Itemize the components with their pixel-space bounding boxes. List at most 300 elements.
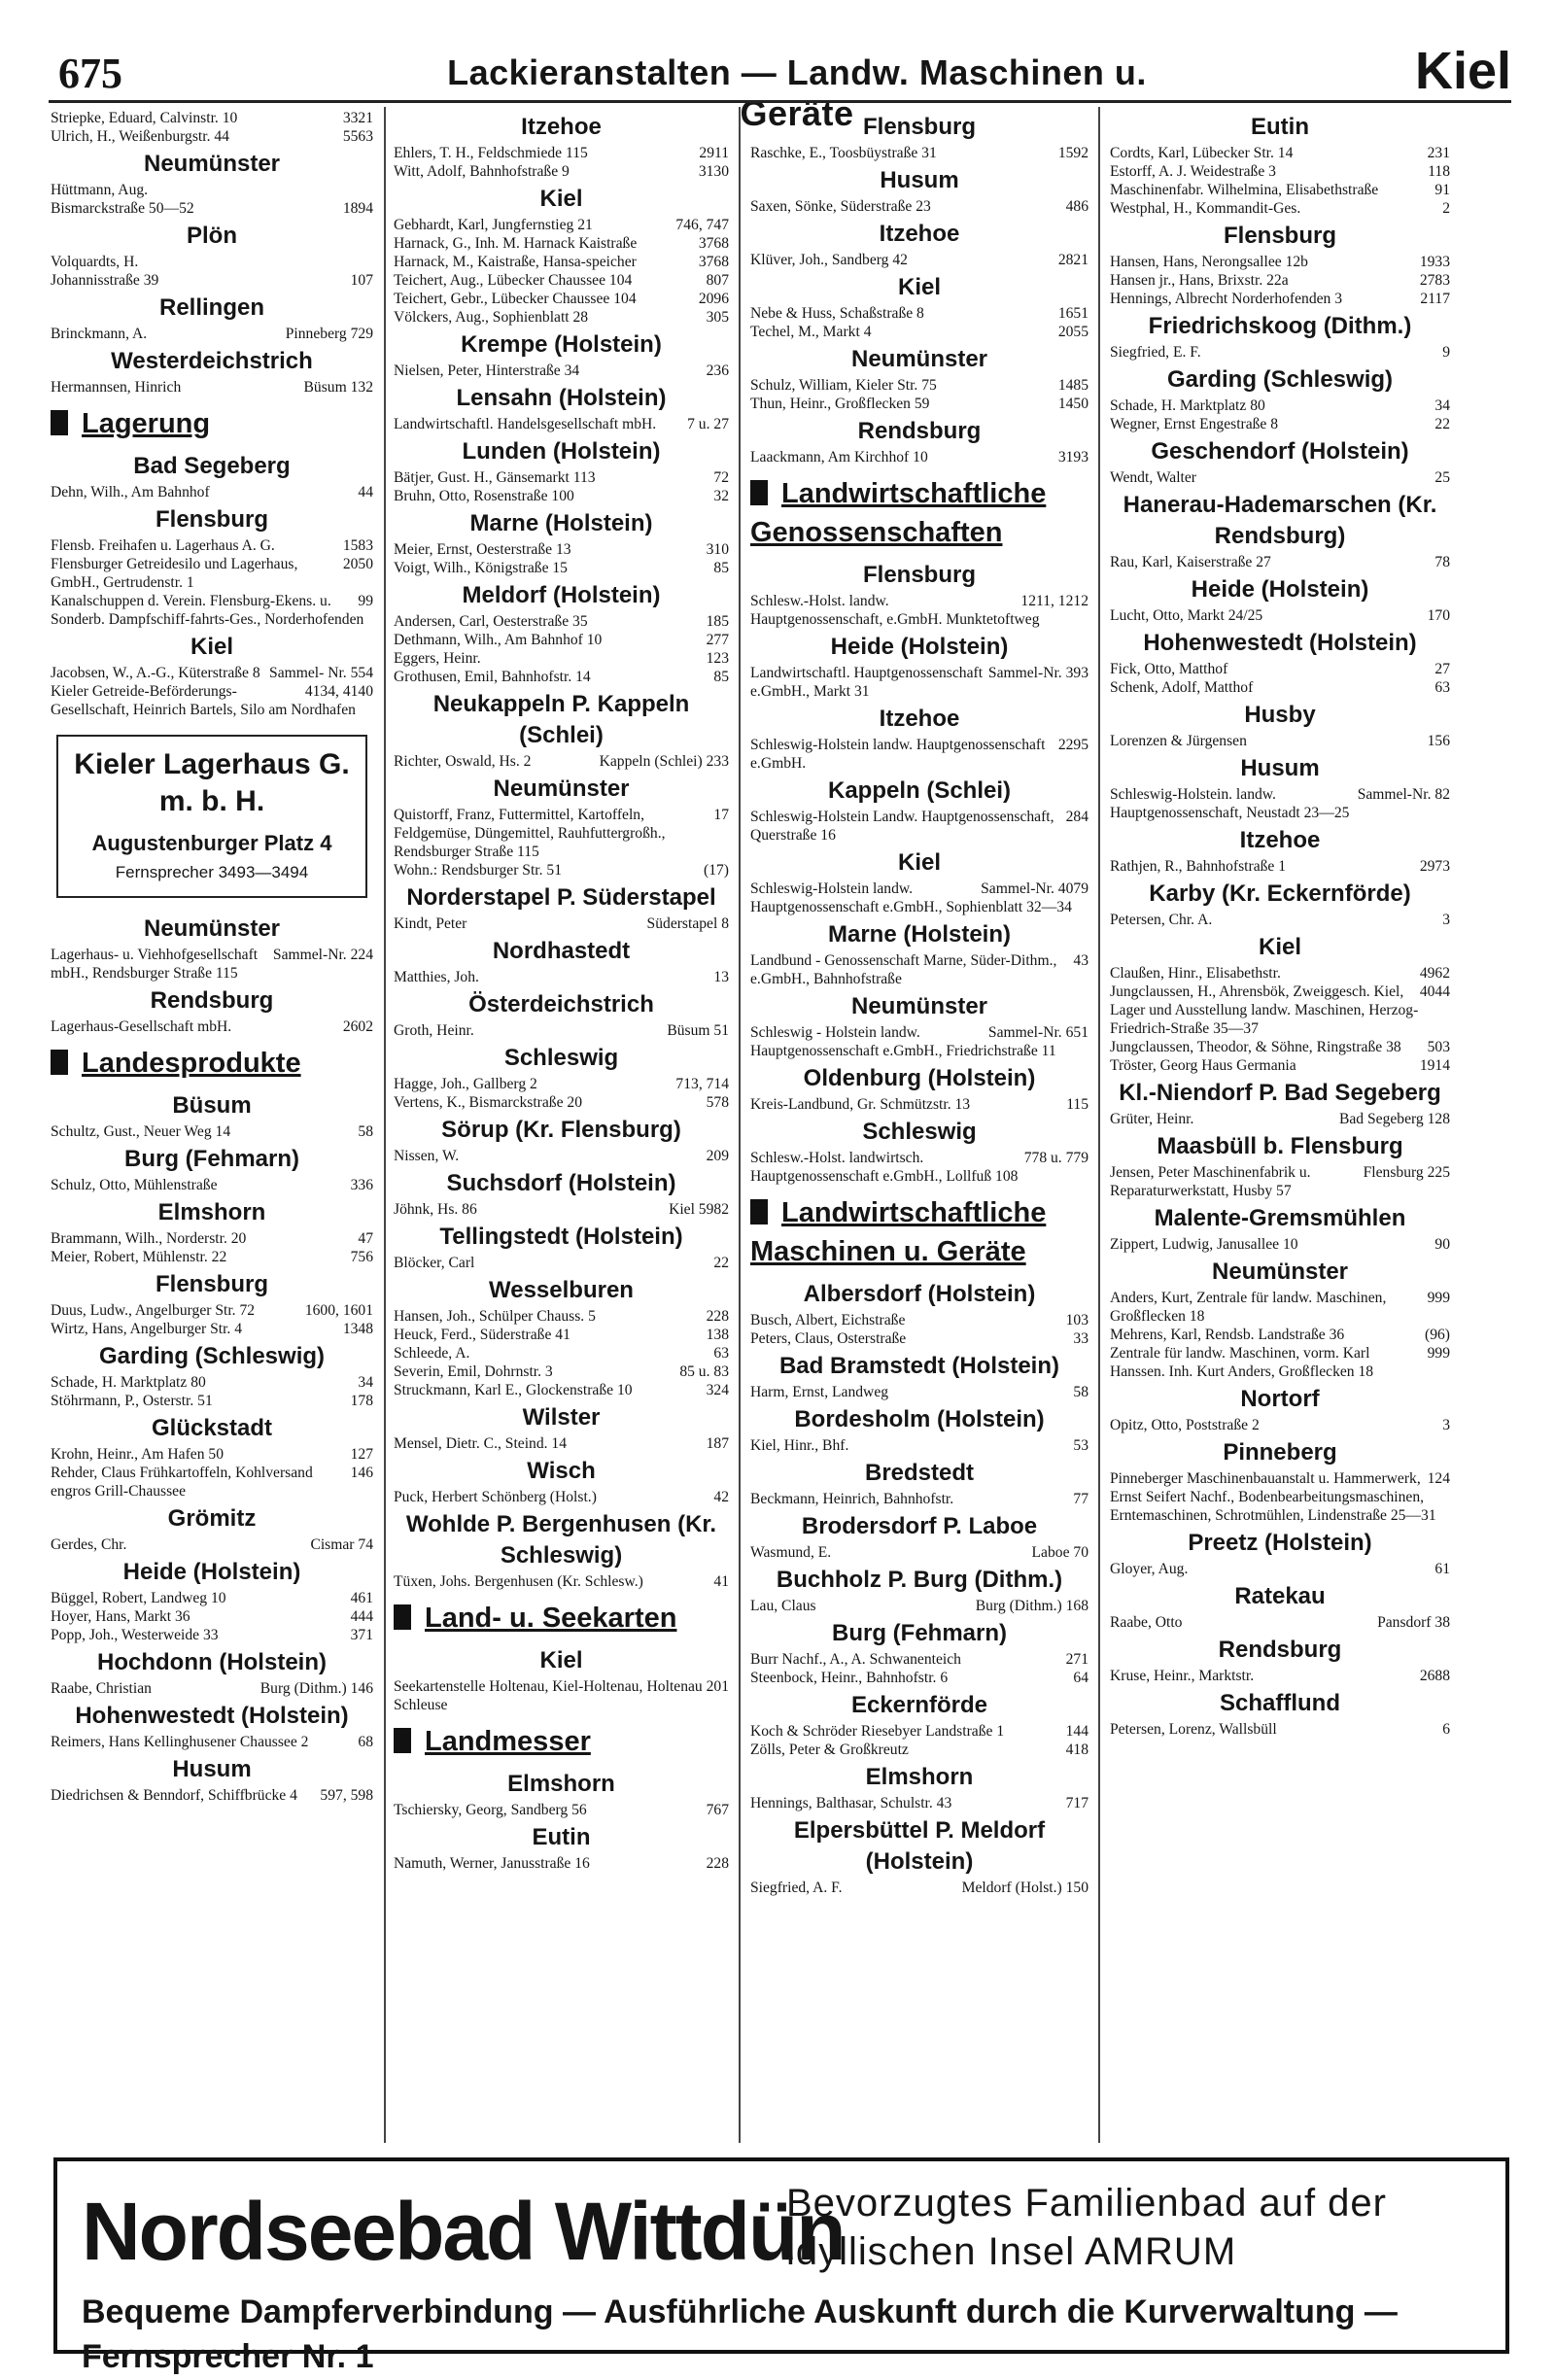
entry-name: Brinckmann, A.	[51, 326, 148, 342]
entry-name: Cordts, Karl, Lübecker Str. 14	[1110, 145, 1294, 161]
directory-entry	[750, 304, 1088, 323]
place-heading: Husum	[880, 167, 959, 193]
section-marker	[51, 410, 68, 435]
entry-phone: 144	[1065, 1723, 1088, 1740]
place-heading: Neumünster	[143, 915, 281, 942]
entry-phone: Kiel 5982	[669, 1201, 729, 1218]
entry-phone: 27	[1434, 661, 1450, 677]
entry-phone: 2973	[1419, 858, 1450, 875]
place-heading: Heide (Holstein)	[1191, 576, 1369, 603]
section-heading	[750, 1193, 1088, 1271]
directory-entry	[394, 162, 729, 181]
directory-entry	[1110, 162, 1450, 181]
entry-name: Dehn, Wilh., Am Bahnhof	[51, 484, 210, 500]
entry-phone: Büsum 132	[303, 379, 373, 396]
directory-entry	[1110, 290, 1450, 308]
directory-entry	[750, 1329, 1088, 1348]
entry-phone: 99	[358, 593, 373, 609]
directory-entry	[394, 234, 729, 253]
entry-name: Vertens, K., Bismarckstraße 20	[394, 1094, 583, 1111]
section-heading	[394, 1722, 729, 1761]
entry-name: Zentrale für landw. Maschinen, vorm. Karl Hanssen. Inh. Kurt Anders, Großflecken 18	[1110, 1345, 1374, 1380]
directory-entry	[1110, 660, 1450, 678]
place-heading: Kiel	[539, 1647, 583, 1673]
entry-name: Hansen, Hans, Nerongsallee 12b	[1110, 254, 1308, 270]
entry-name: Petersen, Chr. A.	[1110, 912, 1213, 928]
place-heading: Pinneberg	[1223, 1439, 1337, 1466]
entry-phone: 1600, 1601	[304, 1302, 373, 1319]
directory-entry	[1110, 1056, 1450, 1075]
entry-name: Kieler Getreide-Beförderungs-Gesellschaft, Heinrich Bartels, Silo am Nordhafen	[51, 683, 356, 718]
directory-entry	[750, 664, 1088, 701]
entry-name: Schlesw.-Holst. landwirtsch. Hauptgenossenschaft e.GmbH., Lollfuß 108	[750, 1150, 1019, 1185]
entry-phone: 25	[1434, 469, 1450, 486]
place-heading: Hohenwestedt (Holstein)	[75, 1703, 349, 1729]
directory-entry	[750, 1383, 1088, 1401]
directory-entry	[394, 253, 729, 271]
place-heading: Garding (Schleswig)	[1166, 366, 1394, 393]
entry-name: Rau, Karl, Kaiserstraße 27	[1110, 554, 1271, 570]
directory-entry	[51, 1018, 373, 1036]
place-heading: Rendsburg	[857, 418, 982, 444]
entry-name: Jungclaussen, H., Ahrensbök, Zweiggesch. Kiel, Lager und Ausstellung landw. Maschinen, Herzog-Friedrich-Straße 35—37	[1110, 983, 1419, 1037]
entry-phone: 271	[1065, 1651, 1088, 1668]
entry-phone: 156	[1427, 733, 1450, 749]
entry-name: Nebe & Huss, Schaßstraße 8	[750, 305, 924, 322]
entry-name: Opitz, Otto, Poststraße 2	[1110, 1417, 1260, 1433]
directory-entry	[394, 1093, 729, 1112]
directory-entry	[1110, 181, 1450, 199]
directory-entry	[51, 1445, 373, 1464]
entry-phone: 103	[1065, 1312, 1088, 1328]
directory-entry	[1110, 1720, 1450, 1739]
entry-name: Groth, Heinr.	[394, 1022, 474, 1039]
directory-entry	[51, 1786, 373, 1805]
entry-name: Seekartenstelle Holtenau, Kiel-Holtenau, Schleuse	[394, 1678, 643, 1713]
header-rule	[49, 100, 1511, 103]
entry-phone: 68	[358, 1734, 373, 1750]
entry-name: Petersen, Lorenz, Wallsbüll	[1110, 1721, 1277, 1738]
place-heading: Maasbüll b. Flensburg	[1157, 1133, 1403, 1159]
place-heading: Schleswig	[503, 1045, 619, 1071]
entry-name: Quistorff, Franz, Futtermittel, Kartoffeln, Feldgemüse, Düngemittel, Rauhfuttergroßh., Rendsburger Straße 115	[394, 807, 666, 860]
place-heading: Heide (Holstein)	[830, 634, 1009, 660]
section-heading	[394, 1599, 729, 1638]
entry-name: Lau, Claus	[750, 1598, 816, 1614]
box-company-name: Kieler Lagerhaus G. m. b. H.	[74, 748, 350, 817]
entry-name: Harnack, G., Inh. M. Harnack Kaistraße	[394, 235, 638, 252]
entry-phone: 228	[706, 1308, 729, 1325]
entry-phone: 61	[1434, 1561, 1450, 1577]
place-heading: Flensburg	[1223, 223, 1336, 249]
entry-phone: Flensburg 225	[1363, 1164, 1450, 1181]
directory-entry	[394, 540, 729, 559]
entry-phone: 305	[706, 309, 729, 326]
entry-name: Lucht, Otto, Markt 24/25	[1110, 607, 1263, 624]
directory-entry	[1110, 468, 1450, 487]
directory-entry	[750, 1095, 1088, 1114]
place-heading: Flensburg	[155, 506, 268, 533]
directory-entry	[51, 378, 373, 397]
entry-phone: 124	[1427, 1470, 1450, 1487]
directory-entry	[750, 1741, 1088, 1759]
box-phone: Fernsprecher 3493—3494	[115, 863, 309, 881]
place-heading: Büsum	[172, 1092, 252, 1119]
place-heading: Bordesholm (Holstein)	[794, 1406, 1045, 1432]
directory-entry	[51, 199, 373, 218]
place-heading: Husby	[1244, 702, 1316, 728]
entry-name: Wegner, Ernst Engestraße 8	[1110, 416, 1279, 432]
place-heading: Albersdorf (Holstein)	[803, 1281, 1036, 1307]
entry-phone: 43	[1073, 952, 1088, 969]
entry-name: Gebhardt, Karl, Jungfernstieg 21	[394, 217, 593, 233]
entry-phone: 13	[713, 969, 729, 985]
directory-entry	[750, 1669, 1088, 1687]
entry-name: Meier, Robert, Mühlenstr. 22	[51, 1249, 227, 1265]
directory-entry	[750, 736, 1088, 773]
entry-phone: 1348	[342, 1321, 373, 1337]
directory-entry	[750, 1023, 1088, 1060]
entry-phone: 146	[350, 1465, 373, 1481]
entry-phone: 2096	[698, 291, 729, 307]
directory-entry	[51, 1122, 373, 1141]
entry-name: Raabe, Christian	[51, 1680, 152, 1697]
entry-name: Eggers, Heinr.	[394, 650, 481, 667]
directory-entry	[1110, 397, 1450, 415]
entry-name: Schulz, William, Kieler Str. 75	[750, 377, 937, 394]
directory-entry	[750, 1597, 1088, 1615]
entry-name: Lorenzen & Jürgensen	[1110, 733, 1247, 749]
entry-name: Brammann, Wilh., Norderstr. 20	[51, 1230, 247, 1247]
entry-name: Lagerhaus- u. Viehhofgesellschaft mbH., Rendsburger Straße 115	[51, 947, 259, 982]
place-heading: Buchholz P. Burg (Dithm.)	[776, 1567, 1063, 1593]
directory-entry	[394, 612, 729, 631]
directory-entry	[1110, 964, 1450, 983]
entry-name: Siegfried, E. F.	[1110, 344, 1201, 361]
directory-entry	[51, 1607, 373, 1626]
entry-name: Ehlers, T. H., Feldschmiede 115	[394, 145, 588, 161]
entry-name: Ulrich, H., Weißenburgstr. 44	[51, 128, 229, 145]
entry-phone: 34	[358, 1374, 373, 1391]
entry-name: Raschke, E., Toosbüystraße 31	[750, 145, 937, 161]
entry-name: Rehder, Claus Frühkartoffeln, Kohlversand engros Grill-Chaussee	[51, 1465, 313, 1500]
entry-phone: 2688	[1419, 1668, 1450, 1684]
place-heading: Rendsburg	[1218, 1637, 1342, 1663]
column-1	[51, 109, 373, 1805]
entry-phone: 2783	[1419, 272, 1450, 289]
entry-name: Hoyer, Hans, Markt 36	[51, 1608, 190, 1625]
directory-entry	[394, 968, 729, 986]
directory-entry	[51, 1301, 373, 1320]
directory-entry	[394, 806, 729, 861]
directory-entry	[750, 880, 1088, 916]
place-heading: Husum	[172, 1756, 252, 1782]
place-heading: Friedrichskoog (Dithm.)	[1148, 313, 1412, 339]
entry-phone: 63	[713, 1345, 729, 1362]
entry-name: Struckmann, Karl E., Glockenstraße 10	[394, 1382, 633, 1398]
directory-entry	[1110, 1163, 1450, 1200]
page-number: 675	[58, 50, 122, 97]
entry-phone: 2295	[1057, 737, 1088, 753]
entry-name: Nissen, W.	[394, 1148, 460, 1164]
entry-name: Tüxen, Johs. Bergenhusen (Kr. Schlesw.)	[394, 1573, 643, 1590]
place-heading: Elmshorn	[157, 1199, 266, 1225]
place-heading: Sörup (Kr. Flensburg)	[441, 1117, 681, 1143]
entry-phone: 47	[358, 1230, 373, 1247]
entry-name: Anders, Kurt, Zentrale für landw. Maschinen, Großflecken 18	[1110, 1290, 1387, 1325]
section-marker	[394, 1728, 411, 1753]
place-heading: Schafflund	[1220, 1690, 1340, 1716]
entry-phone: 3321	[342, 110, 373, 126]
entry-phone: 1894	[342, 200, 373, 217]
directory-entry	[51, 1535, 373, 1554]
entry-name: Richter, Oswald, Hs. 2	[394, 753, 532, 770]
entry-phone: 336	[350, 1177, 373, 1193]
entry-phone: 3	[1442, 1417, 1450, 1433]
entry-phone: 324	[706, 1382, 729, 1398]
directory-entry	[394, 1200, 729, 1219]
directory-entry	[1110, 415, 1450, 433]
entry-name: Wirtz, Hans, Angelburger Str. 4	[51, 1321, 243, 1337]
entry-phone: 418	[1065, 1742, 1088, 1758]
entry-phone: 85 u. 83	[679, 1363, 729, 1380]
place-heading: Burg (Fehmarn)	[832, 1620, 1007, 1646]
place-heading: Kiel	[539, 186, 583, 212]
place-heading: Itzehoe	[521, 114, 602, 140]
directory-entry	[1110, 911, 1450, 929]
directory-entry	[51, 127, 373, 146]
place-heading: Kiel	[897, 849, 941, 876]
place-heading: Itzehoe	[879, 221, 960, 247]
directory-entry	[394, 1075, 729, 1093]
ad-line-1: Bevorzugtes Familienbad auf der	[786, 2182, 1387, 2225]
company-advert-box	[56, 735, 367, 898]
place-heading: Westerdeichstrich	[111, 348, 313, 374]
entry-phone: 236	[706, 362, 729, 379]
entry-name: Schleswig - Holstein landw. Hauptgenossenschaft e.GmbH., Friedrichstraße 11	[750, 1024, 1056, 1059]
entry-name: Kruse, Heinr., Marktstr.	[1110, 1668, 1255, 1684]
entry-phone: 4044	[1419, 983, 1450, 1000]
entry-name: Schulz, Otto, Mühlenstraße	[51, 1177, 218, 1193]
place-heading: Heide (Holstein)	[122, 1559, 301, 1585]
column-3	[750, 109, 1088, 1897]
directory-entry	[394, 1801, 729, 1819]
directory-entry	[394, 752, 729, 771]
place-heading: Flensburg	[862, 562, 976, 588]
entry-name: Flensburger Getreidesilo und Lagerhaus, GmbH., Gertrudenstr. 1	[51, 556, 298, 591]
entry-name: Gerdes, Chr.	[51, 1536, 127, 1553]
entry-phone: 597, 598	[320, 1787, 373, 1804]
entry-phone: Pinneberg 729	[285, 326, 373, 342]
entry-name: Voigt, Wilh., Königstraße 15	[394, 560, 568, 576]
directory-entry	[750, 1650, 1088, 1669]
entry-name: Schade, H. Marktplatz 80	[51, 1374, 206, 1391]
directory-entry	[394, 1147, 729, 1165]
entry-phone: Meldorf (Holst.) 150	[961, 1880, 1088, 1896]
directory-entry	[394, 1488, 729, 1506]
directory-entry	[394, 1254, 729, 1272]
entry-phone: 486	[1065, 198, 1088, 215]
city-heading: Kiel	[1414, 42, 1511, 100]
directory-entry	[1110, 785, 1450, 822]
place-heading: Malente-Gremsmühlen	[1154, 1205, 1406, 1231]
entry-phone: 5563	[342, 128, 373, 145]
entry-phone: Holtenau 201	[646, 1678, 729, 1695]
entry-phone: 90	[1434, 1236, 1450, 1253]
entry-phone: 91	[1434, 182, 1450, 198]
entry-name: Hennings, Albrecht Norderhofenden 3	[1110, 291, 1343, 307]
place-heading: Ratekau	[1234, 1583, 1326, 1609]
entry-phone: 64	[1073, 1670, 1088, 1686]
entry-phone: 78	[1434, 554, 1450, 570]
directory-entry	[51, 1589, 373, 1607]
place-heading: Elmshorn	[507, 1771, 615, 1797]
place-heading: Neukappeln P. Kappeln (Schlei)	[432, 691, 690, 748]
entry-name: Hansen jr., Hans, Brixstr. 22a	[1110, 272, 1289, 289]
entry-name: Estorff, A. J. Weidestraße 3	[1110, 163, 1276, 180]
place-heading: Grömitz	[167, 1505, 257, 1532]
directory-entry	[394, 1362, 729, 1381]
directory-entry	[51, 271, 373, 290]
directory-entry	[1110, 1469, 1450, 1525]
column-2	[394, 109, 729, 1873]
entry-name: Grothusen, Emil, Bahnhofstr. 14	[394, 669, 591, 685]
entry-phone: 2911	[699, 145, 729, 161]
entry-name: Fick, Otto, Matthof	[1110, 661, 1228, 677]
entry-name: Kreis-Landbund, Gr. Schmützstr. 13	[750, 1096, 971, 1113]
section-heading	[51, 404, 373, 443]
entry-name: Matthies, Joh.	[394, 969, 479, 985]
entry-phone: 371	[350, 1627, 373, 1643]
directory-entry	[394, 362, 729, 380]
entry-phone: 72	[713, 469, 729, 486]
entry-phone: 185	[706, 613, 729, 630]
directory-entry	[1110, 1110, 1450, 1128]
directory-entry	[51, 483, 373, 501]
directory-entry	[1110, 1416, 1450, 1434]
directory-entry	[51, 536, 373, 555]
entry-phone: 6	[1442, 1721, 1450, 1738]
section-title: Landwirtschaftliche Maschinen u. Geräte	[750, 1197, 1047, 1267]
entry-phone: 767	[706, 1802, 729, 1818]
directory-entry	[1110, 857, 1450, 876]
entry-name: Mensel, Dietr. C., Steind. 14	[394, 1435, 568, 1452]
entry-name: Klüver, Joh., Sandberg 42	[750, 252, 908, 268]
place-heading: Wisch	[527, 1458, 596, 1484]
directory-entry	[394, 144, 729, 162]
directory-entry	[51, 109, 373, 127]
ad-line-2: idyllischen Insel AMRUM	[786, 2230, 1237, 2273]
entry-phone: 1933	[1419, 254, 1450, 270]
place-heading: Marne (Holstein)	[469, 510, 653, 536]
place-heading: Meldorf (Holstein)	[462, 582, 661, 608]
entry-phone: 284	[1065, 809, 1088, 825]
place-heading: Krempe (Holstein)	[461, 331, 662, 358]
entry-name: Schleswig-Holstein landw. Hauptgenossenschaft e.GmbH.	[750, 737, 1046, 772]
directory-entry	[394, 1344, 729, 1362]
entry-name: Duus, Ludw., Angelburger Str. 72	[51, 1302, 256, 1319]
entry-name: Popp, Joh., Westerweide 33	[51, 1627, 219, 1643]
entry-name: Schleswig-Holstein. landw. Hauptgenossenschaft, Neustadt 23—25	[1110, 786, 1350, 821]
entry-name: Severin, Emil, Dohrnstr. 3	[394, 1363, 553, 1380]
directory-entry	[750, 1722, 1088, 1741]
entry-name: Claußen, Hinr., Elisabethstr.	[1110, 965, 1281, 982]
place-heading: Rendsburg	[150, 987, 274, 1014]
place-heading: Itzehoe	[1239, 827, 1321, 853]
entry-name: Landbund - Genossenschaft Marne, Süder-Dithm., e.GmbH., Bahnhofstraße	[750, 952, 1057, 987]
directory-entry	[1110, 1667, 1450, 1685]
place-heading: Rellingen	[158, 294, 264, 321]
directory-entry	[1110, 1326, 1450, 1344]
entry-name: Burr Nachf., A., A. Schwanenteich	[750, 1651, 961, 1668]
directory-entry	[750, 376, 1088, 395]
entry-name: Steenbock, Heinr., Bahnhofstr. 6	[750, 1670, 949, 1686]
entry-name: Puck, Herbert Schönberg (Holst.)	[394, 1489, 597, 1505]
directory-entry	[1110, 253, 1450, 271]
entry-phone: 999	[1427, 1290, 1450, 1306]
entry-phone: Sammel-Nr. 82	[1357, 786, 1450, 803]
entry-phone: 32	[713, 488, 729, 504]
section-marker	[394, 1604, 411, 1630]
entry-name: Striepke, Eduard, Calvinstr. 10	[51, 110, 238, 126]
directory-entry	[394, 1307, 729, 1326]
entry-phone: Pansdorf 38	[1377, 1614, 1450, 1631]
entry-phone: 2602	[342, 1018, 373, 1035]
entry-phone: (96)	[1425, 1327, 1450, 1343]
directory-entry	[750, 951, 1088, 988]
entry-name: Schlesw.-Holst. landw. Hauptgenossenschaft, e.GmbH. Munktetoftweg	[750, 593, 1040, 628]
entry-name: Jensen, Peter Maschinenfabrik u. Reparaturwerkstatt, Husby 57	[1110, 1164, 1311, 1199]
entry-name: Johannisstraße 39	[51, 272, 159, 289]
entry-name: Schenk, Adolf, Matthof	[1110, 679, 1254, 696]
directory-entry	[394, 1021, 729, 1040]
entry-phone: 2	[1442, 200, 1450, 217]
directory-entry	[750, 1490, 1088, 1508]
entry-name: Bruhn, Otto, Rosenstraße 100	[394, 488, 574, 504]
entry-phone: 2050	[342, 556, 373, 572]
directory-entry	[394, 308, 729, 327]
directory-entry	[750, 808, 1088, 845]
directory-entry	[51, 1679, 373, 1698]
directory-entry	[51, 1626, 373, 1644]
column-divider	[384, 107, 386, 2143]
entry-phone: Sammel-Nr. 224	[272, 947, 373, 963]
directory-entry	[1110, 553, 1450, 571]
directory-entry	[1110, 199, 1450, 218]
entry-phone: 118	[1428, 163, 1450, 180]
place-heading: Schleswig	[862, 1119, 977, 1145]
place-heading: Bad Segeberg	[133, 453, 291, 479]
section-title: Lagerung	[82, 408, 211, 439]
entry-name: Harm, Ernst, Landweg	[750, 1384, 889, 1400]
column-4	[1110, 109, 1450, 1739]
place-heading: Neumünster	[143, 151, 281, 177]
directory-entry	[51, 1229, 373, 1248]
place-heading: Tellingstedt (Holstein)	[439, 1224, 683, 1250]
entry-phone: Büsum 51	[667, 1022, 729, 1039]
advertisement	[53, 2157, 1509, 2375]
entry-name: Westphal, H., Kommandit-Ges.	[1110, 200, 1301, 217]
entry-name: Kindt, Peter	[394, 915, 467, 932]
directory-entry	[394, 216, 729, 234]
directory-entry	[1110, 1344, 1450, 1381]
entry-phone: (17)	[704, 862, 729, 879]
entry-phone: 34	[1434, 397, 1450, 414]
entry-phone: 58	[358, 1123, 373, 1140]
entry-name: Völckers, Aug., Sophienblatt 28	[394, 309, 589, 326]
entry-phone: 187	[706, 1435, 729, 1452]
directory-entry	[51, 592, 373, 629]
